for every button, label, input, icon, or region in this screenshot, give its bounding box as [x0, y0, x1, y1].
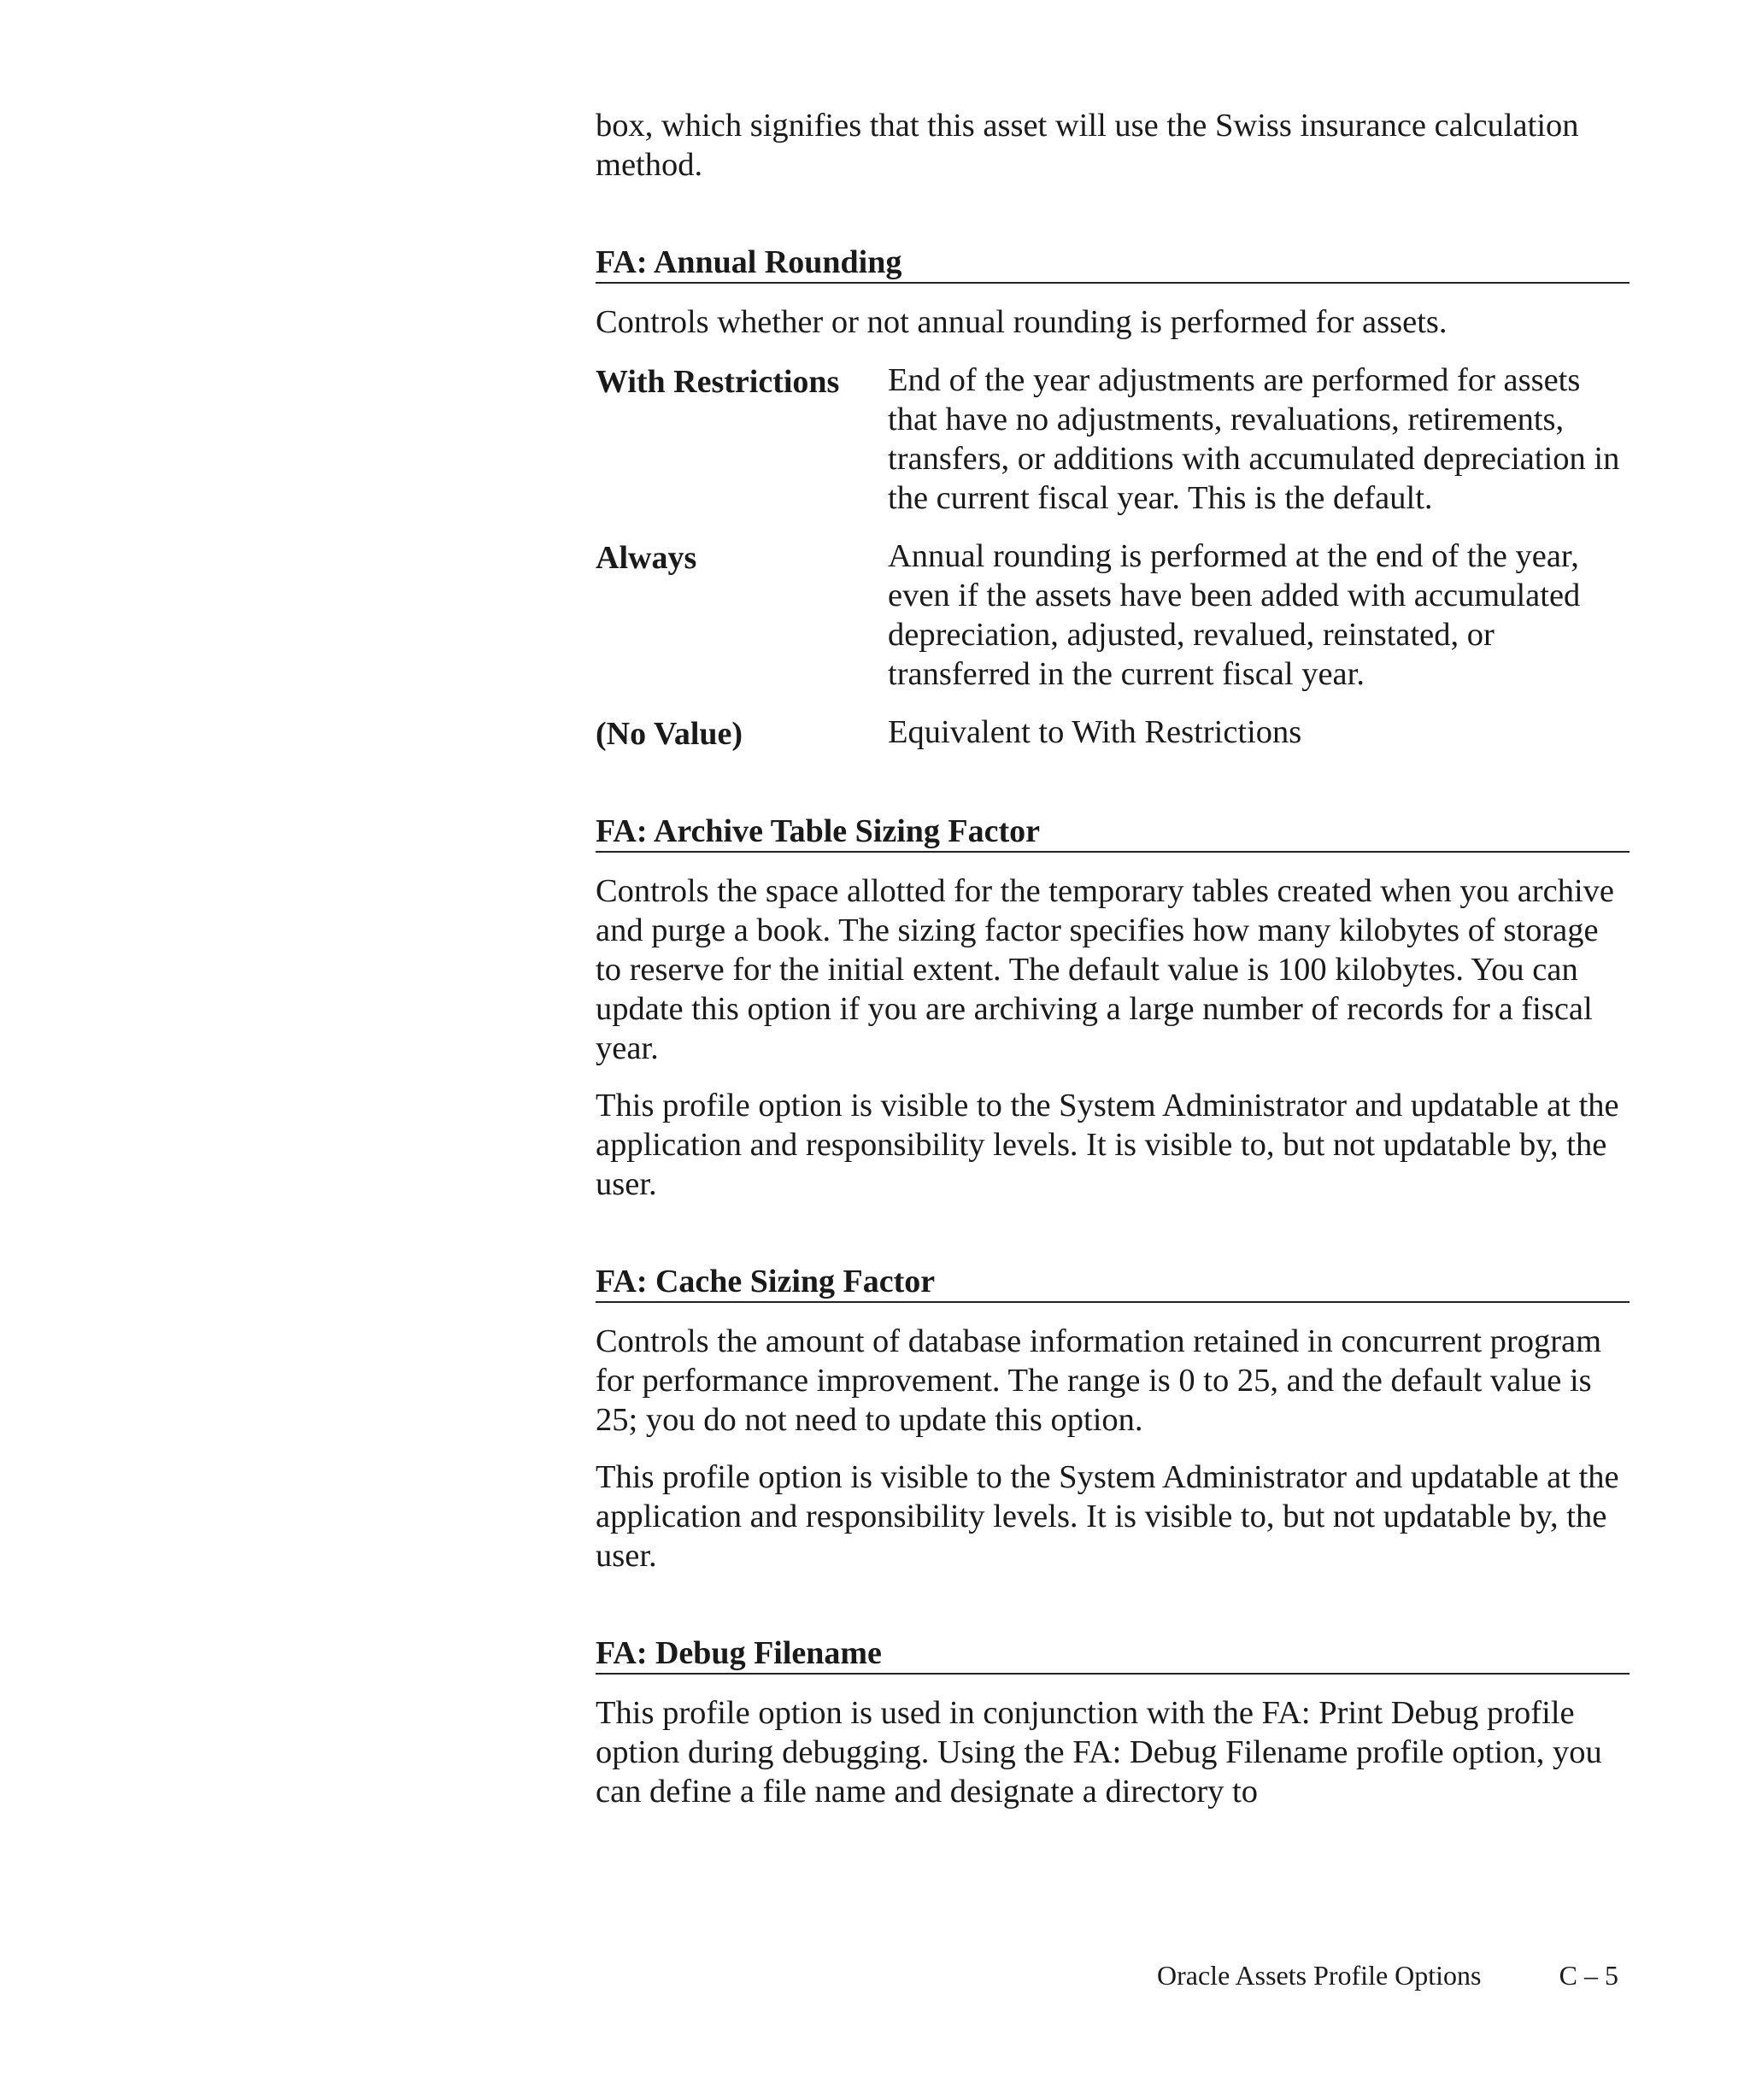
section-paragraph: Controls the amount of database information retained in concurrent program for performance improvement. The range is 0 to 25, and the default value is 25; you do not need to update this option.: [596, 1323, 1602, 1438]
section-paragraph: This profile option is used in conjunction with the FA: Print Debug profile option during debugging. Using the FA: Debug Filename profile option, you can define a file name and designate a directory to: [596, 1695, 1602, 1810]
definition-term: (No Value): [596, 716, 743, 752]
section-paragraph: This profile option is visible to the System Administrator and updatable at the application and responsibility levels. It is visible to, but not updatable by, the user.: [596, 1459, 1619, 1574]
section-heading: FA: Cache Sizing Factor: [596, 1262, 1630, 1303]
definition-description: End of the year adjustments are performed for assets that have no adjustments, revaluations, retirements, transfers, or additions with accumulated depreciation in the current fiscal year. This is the default.: [888, 362, 1620, 516]
section-paragraph: Controls whether or not annual rounding is performed for assets.: [596, 304, 1448, 340]
definition-row: [596, 713, 1630, 754]
section-heading: FA: Archive Table Sizing Factor: [596, 812, 1630, 853]
definition-description: Annual rounding is performed at the end of the year, even if the assets have been added with accumulated depreciation, adjusted, revalued, reinstated, or transferred in the current fiscal year.: [888, 538, 1581, 692]
definition-list: [596, 361, 1630, 754]
definition-term: Always: [596, 540, 697, 576]
definition-row: [596, 537, 1630, 694]
definition-description: Equivalent to With Restrictions: [888, 714, 1302, 750]
section-archive-table-sizing-factor: [596, 812, 1630, 1204]
section-paragraph: Controls the space allotted for the temporary tables created when you archive and purge a book. The sizing factor specifies how many kilobytes of storage to reserve for the initial extent. The default value is 100 kilobytes. You can update this option if you are archiving a large number of records for a fiscal year.: [596, 873, 1614, 1066]
section-annual-rounding: [596, 243, 1630, 754]
page-number: C – 5: [1559, 1960, 1618, 1991]
page-footer: [1157, 1958, 1618, 1992]
definition-term: With Restrictions: [596, 364, 840, 400]
section-debug-filename: [596, 1634, 1630, 1811]
section-cache-sizing-factor: [596, 1262, 1630, 1575]
page-content: [596, 106, 1630, 1811]
definition-row: [596, 361, 1630, 518]
section-paragraph: This profile option is visible to the System Administrator and updatable at the application and responsibility levels. It is visible to, but not updatable by, the user.: [596, 1088, 1619, 1202]
section-heading: FA: Debug Filename: [596, 1634, 1630, 1675]
intro-paragraph: box, which signifies that this asset will use the Swiss insurance calculation method.: [596, 108, 1579, 183]
section-heading: FA: Annual Rounding: [596, 243, 1630, 284]
footer-title: Oracle Assets Profile Options: [1157, 1960, 1482, 1991]
